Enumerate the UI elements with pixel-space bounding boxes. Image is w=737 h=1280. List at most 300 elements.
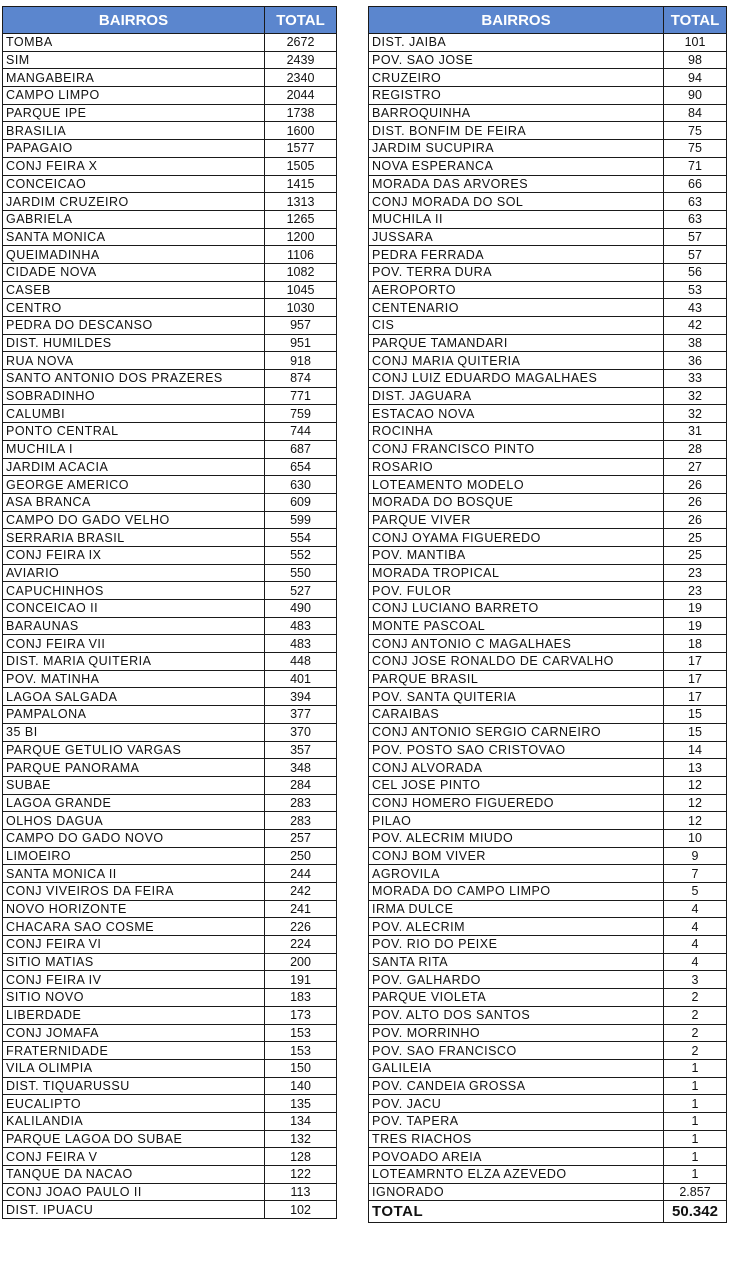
bairro-name: PARQUE VIOLETA — [369, 989, 664, 1007]
bairro-name: POV. TAPERA — [369, 1112, 664, 1130]
table-row — [3, 529, 337, 547]
bairro-name: CONJ LUCIANO BARRETO — [369, 600, 664, 618]
bairro-name: CONJ FEIRA IX — [3, 546, 265, 564]
bairro-name: PARQUE IPE — [3, 104, 265, 122]
table-row — [369, 1024, 727, 1042]
bairro-total: 27 — [664, 458, 727, 476]
total-header: TOTAL — [664, 7, 727, 34]
bairro-total: 687 — [265, 440, 337, 458]
bairro-total: 42 — [664, 317, 727, 335]
table-row — [369, 688, 727, 706]
bairro-name: LIBERDADE — [3, 1006, 265, 1024]
bairro-name: CAMPO DO GADO NOVO — [3, 829, 265, 847]
bairro-total: 370 — [265, 723, 337, 741]
table-row — [369, 617, 727, 635]
bairro-total: 4 — [664, 936, 727, 954]
bairro-name: CAMPO LIMPO — [3, 87, 265, 105]
bairro-total: 394 — [265, 688, 337, 706]
table-row — [369, 122, 727, 140]
bairro-name: KALILANDIA — [3, 1112, 265, 1130]
bairro-name: PARQUE GETULIO VARGAS — [3, 741, 265, 759]
bairro-total: 1577 — [265, 140, 337, 158]
bairro-name: POV. JACU — [369, 1095, 664, 1113]
bairro-name: POV. CANDEIA GROSSA — [369, 1077, 664, 1095]
table-row — [3, 440, 337, 458]
table-row — [369, 1006, 727, 1024]
bairro-total: 609 — [265, 493, 337, 511]
table-row — [369, 582, 727, 600]
bairro-name: CONJ ANTONIO C MAGALHAES — [369, 635, 664, 653]
bairro-total: 12 — [664, 776, 727, 794]
bairro-total: 101 — [664, 34, 727, 52]
bairro-name: CONJ ALVORADA — [369, 759, 664, 777]
bairro-name: PARQUE TAMANDARI — [369, 334, 664, 352]
table-row — [369, 317, 727, 335]
bairro-total: 25 — [664, 546, 727, 564]
bairro-total: 257 — [265, 829, 337, 847]
table-row — [369, 883, 727, 901]
bairro-total: 38 — [664, 334, 727, 352]
bairro-name: TRES RIACHOS — [369, 1130, 664, 1148]
bairro-name: CARAIBAS — [369, 706, 664, 724]
table-row — [3, 1059, 337, 1077]
table-row — [369, 69, 727, 87]
bairro-name: MUCHILA II — [369, 210, 664, 228]
bairro-total: 241 — [265, 900, 337, 918]
table-row — [369, 210, 727, 228]
bairro-name: IGNORADO — [369, 1183, 664, 1201]
table-row — [3, 157, 337, 175]
table-row — [3, 493, 337, 511]
bairro-name: POV. MATINHA — [3, 670, 265, 688]
table-row — [3, 900, 337, 918]
bairro-name: MORADA DO CAMPO LIMPO — [369, 883, 664, 901]
bairro-name: JARDIM CRUZEIRO — [3, 193, 265, 211]
header-row — [3, 7, 337, 34]
bairro-name: POV. MORRINHO — [369, 1024, 664, 1042]
table-row — [369, 936, 727, 954]
bairro-name: PARQUE LAGOA DO SUBAE — [3, 1130, 265, 1148]
bairro-total: 15 — [664, 706, 727, 724]
table-row — [3, 246, 337, 264]
bairro-total: 4 — [664, 918, 727, 936]
bairro-name: CONJ BOM VIVER — [369, 847, 664, 865]
table-row — [369, 140, 727, 158]
table-row — [3, 1201, 337, 1219]
bairro-name: JARDIM ACACIA — [3, 458, 265, 476]
bairro-total: 527 — [265, 582, 337, 600]
table-row — [369, 971, 727, 989]
header-row — [369, 7, 727, 34]
table-row — [3, 228, 337, 246]
bairro-name: POV. GALHARDO — [369, 971, 664, 989]
table-row — [369, 405, 727, 423]
bairro-name: CIDADE NOVA — [3, 263, 265, 281]
table-row — [369, 794, 727, 812]
table-row — [3, 34, 337, 52]
bairro-total: 552 — [265, 546, 337, 564]
bairro-name: POV. TERRA DURA — [369, 263, 664, 281]
table-row — [369, 281, 727, 299]
bairro-total: 448 — [265, 653, 337, 671]
bairro-total: 630 — [265, 476, 337, 494]
bairro-name: RUA NOVA — [3, 352, 265, 370]
bairro-name: ESTACAO NOVA — [369, 405, 664, 423]
bairro-name: DIST. TIQUARUSSU — [3, 1077, 265, 1095]
table-row — [369, 900, 727, 918]
table-row — [3, 653, 337, 671]
bairro-total: 490 — [265, 600, 337, 618]
bairro-name: CASEB — [3, 281, 265, 299]
table-row — [3, 175, 337, 193]
table-row — [3, 670, 337, 688]
bairro-name: NOVO HORIZONTE — [3, 900, 265, 918]
bairro-total: 242 — [265, 883, 337, 901]
table-row — [3, 1148, 337, 1166]
bairro-total: 1505 — [265, 157, 337, 175]
bairro-total: 550 — [265, 564, 337, 582]
table-row — [369, 529, 727, 547]
table-row — [3, 387, 337, 405]
table-row — [3, 1006, 337, 1024]
table-row — [3, 865, 337, 883]
bairro-name: CONJ MORADA DO SOL — [369, 193, 664, 211]
bairro-total: 17 — [664, 688, 727, 706]
bairro-name: CENTRO — [3, 299, 265, 317]
bairro-name: NOVA ESPERANCA — [369, 157, 664, 175]
bairro-name: AGROVILA — [369, 865, 664, 883]
table-row — [369, 1077, 727, 1095]
bairro-name: CONJ HOMERO FIGUEREDO — [369, 794, 664, 812]
table-row — [3, 1024, 337, 1042]
bairro-total: 1738 — [265, 104, 337, 122]
bairro-total: 483 — [265, 635, 337, 653]
bairro-name: BARAUNAS — [3, 617, 265, 635]
table-row — [369, 440, 727, 458]
bairro-name: CONJ OYAMA FIGUEREDO — [369, 529, 664, 547]
bairro-total: 2 — [664, 1042, 727, 1060]
bairro-total: 36 — [664, 352, 727, 370]
bairro-name: CHACARA SAO COSME — [3, 918, 265, 936]
table-row — [3, 1077, 337, 1095]
bairro-total: 17 — [664, 653, 727, 671]
bairro-total: 226 — [265, 918, 337, 936]
bairro-total: 1045 — [265, 281, 337, 299]
bairro-name: CONJ FEIRA VI — [3, 936, 265, 954]
bairro-name: MANGABEIRA — [3, 69, 265, 87]
bairro-total: 599 — [265, 511, 337, 529]
bairro-name: MONTE PASCOAL — [369, 617, 664, 635]
bairro-name: LOTEAMENTO MODELO — [369, 476, 664, 494]
bairro-name: REGISTRO — [369, 87, 664, 105]
bairro-total: 554 — [265, 529, 337, 547]
bairro-name: CONJ VIVEIROS DA FEIRA — [3, 883, 265, 901]
bairro-total: 183 — [265, 989, 337, 1007]
bairro-total: 33 — [664, 370, 727, 388]
bairro-total: 75 — [664, 122, 727, 140]
bairro-total: 28 — [664, 440, 727, 458]
bairro-total: 13 — [664, 759, 727, 777]
bairro-total: 957 — [265, 317, 337, 335]
table-row — [3, 688, 337, 706]
bairro-total: 53 — [664, 281, 727, 299]
bairro-name: CAMPO DO GADO VELHO — [3, 511, 265, 529]
table-row — [3, 829, 337, 847]
table-row — [369, 1183, 727, 1201]
table-row — [3, 847, 337, 865]
bairro-total: 250 — [265, 847, 337, 865]
table-row — [3, 741, 337, 759]
bairro-name: CENTENARIO — [369, 299, 664, 317]
bairro-total: 874 — [265, 370, 337, 388]
bairro-name: TOMBA — [3, 34, 265, 52]
bairro-total: 1030 — [265, 299, 337, 317]
table-row — [3, 1130, 337, 1148]
table-row — [369, 299, 727, 317]
bairro-name: SITIO NOVO — [3, 989, 265, 1007]
table-row — [3, 794, 337, 812]
bairro-name: LOTEAMRNTO ELZA AZEVEDO — [369, 1166, 664, 1184]
right-table — [368, 6, 727, 1223]
table-row — [369, 370, 727, 388]
table-row — [369, 847, 727, 865]
bairro-name: CONJ FEIRA IV — [3, 971, 265, 989]
table-row — [369, 263, 727, 281]
bairro-name: SITIO MATIAS — [3, 953, 265, 971]
table-row — [369, 759, 727, 777]
bairro-name: DIST. JAIBA — [369, 34, 664, 52]
grand-total-label: TOTAL — [369, 1201, 664, 1223]
table-row — [369, 228, 727, 246]
bairro-name: ASA BRANCA — [3, 493, 265, 511]
table-row — [3, 971, 337, 989]
bairro-name: PAPAGAIO — [3, 140, 265, 158]
bairro-name: CONCEICAO II — [3, 600, 265, 618]
bairro-total: 348 — [265, 759, 337, 777]
bairro-total: 654 — [265, 458, 337, 476]
table-row — [3, 582, 337, 600]
table-row — [369, 564, 727, 582]
table-row — [3, 299, 337, 317]
table-row — [3, 883, 337, 901]
bairro-total: 283 — [265, 812, 337, 830]
bairro-total: 26 — [664, 511, 727, 529]
bairro-name: PAMPALONA — [3, 706, 265, 724]
bairro-total: 1 — [664, 1112, 727, 1130]
bairro-total: 3 — [664, 971, 727, 989]
table-row — [369, 635, 727, 653]
bairro-name: FRATERNIDADE — [3, 1042, 265, 1060]
bairro-total: 1200 — [265, 228, 337, 246]
table-row — [369, 34, 727, 52]
bairro-total: 63 — [664, 210, 727, 228]
bairro-name: PARQUE BRASIL — [369, 670, 664, 688]
table-row — [3, 989, 337, 1007]
bairro-name: MORADA TROPICAL — [369, 564, 664, 582]
bairro-total: 19 — [664, 617, 727, 635]
table-row — [3, 69, 337, 87]
bairro-name: POV. SAO FRANCISCO — [369, 1042, 664, 1060]
bairro-name: POVOADO AREIA — [369, 1148, 664, 1166]
table-row — [369, 51, 727, 69]
bairro-name: DIST. IPUACU — [3, 1201, 265, 1219]
bairro-total: 102 — [265, 1201, 337, 1219]
table-row — [369, 352, 727, 370]
table-row — [369, 670, 727, 688]
bairro-total: 191 — [265, 971, 337, 989]
bairro-name: PEDRA FERRADA — [369, 246, 664, 264]
bairro-total: 56 — [664, 263, 727, 281]
bairro-name: BRASILIA — [3, 122, 265, 140]
bairro-name: CONJ FEIRA VII — [3, 635, 265, 653]
table-row — [369, 387, 727, 405]
table-row — [369, 600, 727, 618]
bairro-name: POV. SANTA QUITERIA — [369, 688, 664, 706]
bairro-total: 10 — [664, 829, 727, 847]
bairro-total: 43 — [664, 299, 727, 317]
bairro-total: 7 — [664, 865, 727, 883]
bairro-name: BARROQUINHA — [369, 104, 664, 122]
bairro-name: SANTA MONICA II — [3, 865, 265, 883]
bairro-name: CALUMBI — [3, 405, 265, 423]
bairro-name: QUEIMADINHA — [3, 246, 265, 264]
table-row — [3, 1166, 337, 1184]
bairro-total: 63 — [664, 193, 727, 211]
bairro-total: 153 — [265, 1042, 337, 1060]
bairro-total: 2044 — [265, 87, 337, 105]
bairro-total: 26 — [664, 476, 727, 494]
table-row — [3, 723, 337, 741]
bairro-name: VILA OLIMPIA — [3, 1059, 265, 1077]
bairro-name: PONTO CENTRAL — [3, 423, 265, 441]
table-row — [369, 1059, 727, 1077]
bairro-total: 122 — [265, 1166, 337, 1184]
bairro-total: 4 — [664, 953, 727, 971]
table-row — [369, 829, 727, 847]
table-row — [3, 511, 337, 529]
bairro-total: 113 — [265, 1183, 337, 1201]
table-row — [369, 458, 727, 476]
table-row — [369, 706, 727, 724]
table-row — [369, 1166, 727, 1184]
bairro-total: 771 — [265, 387, 337, 405]
bairro-name: PILAO — [369, 812, 664, 830]
bairro-name: IRMA DULCE — [369, 900, 664, 918]
bairro-total: 483 — [265, 617, 337, 635]
bairro-name: PEDRA DO DESCANSO — [3, 317, 265, 335]
table-row — [3, 458, 337, 476]
bairro-total: 4 — [664, 900, 727, 918]
table-row — [3, 263, 337, 281]
bairros-header: BAIRROS — [369, 7, 664, 34]
table-row — [3, 210, 337, 228]
bairro-total: 71 — [664, 157, 727, 175]
bairro-total: 1 — [664, 1059, 727, 1077]
table-row — [369, 87, 727, 105]
table-row — [3, 51, 337, 69]
bairro-total: 128 — [265, 1148, 337, 1166]
bairro-name: MORADA DO BOSQUE — [369, 493, 664, 511]
bairro-total: 94 — [664, 69, 727, 87]
bairro-total: 23 — [664, 582, 727, 600]
bairro-name: CIS — [369, 317, 664, 335]
bairro-total: 1 — [664, 1077, 727, 1095]
bairro-total: 31 — [664, 423, 727, 441]
bairro-total: 918 — [265, 352, 337, 370]
bairro-total: 135 — [265, 1095, 337, 1113]
table-row — [369, 334, 727, 352]
bairro-name: CONJ ANTONIO SERGIO CARNEIRO — [369, 723, 664, 741]
bairro-total: 98 — [664, 51, 727, 69]
table-row — [369, 741, 727, 759]
table-row — [369, 546, 727, 564]
table-row — [369, 812, 727, 830]
table-row — [3, 936, 337, 954]
table-row — [369, 1130, 727, 1148]
bairro-total: 1415 — [265, 175, 337, 193]
left-table — [2, 6, 337, 1219]
bairro-name: POV. SAO JOSE — [369, 51, 664, 69]
bairro-name: SUBAE — [3, 776, 265, 794]
bairro-name: GEORGE AMERICO — [3, 476, 265, 494]
table-row — [3, 600, 337, 618]
table-row — [3, 812, 337, 830]
bairro-total: 12 — [664, 812, 727, 830]
table-row — [369, 1042, 727, 1060]
bairro-name: PARQUE VIVER — [369, 511, 664, 529]
bairro-name: POV. POSTO SAO CRISTOVAO — [369, 741, 664, 759]
bairro-total: 244 — [265, 865, 337, 883]
bairro-total: 25 — [664, 529, 727, 547]
table-row — [369, 423, 727, 441]
bairro-name: ROCINHA — [369, 423, 664, 441]
bairro-total: 1313 — [265, 193, 337, 211]
bairro-name: CONJ MARIA QUITERIA — [369, 352, 664, 370]
bairro-total: 744 — [265, 423, 337, 441]
total-header: TOTAL — [265, 7, 337, 34]
table-row — [3, 423, 337, 441]
table-row — [369, 193, 727, 211]
table-row — [369, 953, 727, 971]
bairro-name: CONJ FEIRA X — [3, 157, 265, 175]
table-row — [369, 1148, 727, 1166]
bairro-total: 2 — [664, 989, 727, 1007]
bairro-total: 9 — [664, 847, 727, 865]
bairro-total: 2 — [664, 1006, 727, 1024]
bairro-total: 90 — [664, 87, 727, 105]
bairro-name: MUCHILA I — [3, 440, 265, 458]
bairro-name: LAGOA GRANDE — [3, 794, 265, 812]
grand-total-value: 50.342 — [664, 1201, 727, 1223]
bairro-name: SOBRADINHO — [3, 387, 265, 405]
table-row — [3, 1112, 337, 1130]
bairro-total: 150 — [265, 1059, 337, 1077]
bairro-total: 283 — [265, 794, 337, 812]
table-row — [3, 281, 337, 299]
bairro-name: ROSARIO — [369, 458, 664, 476]
bairro-total: 14 — [664, 741, 727, 759]
bairros-header: BAIRROS — [3, 7, 265, 34]
bairro-name: SANTA MONICA — [3, 228, 265, 246]
bairro-total: 1 — [664, 1166, 727, 1184]
bairro-name: AEROPORTO — [369, 281, 664, 299]
bairro-total: 23 — [664, 564, 727, 582]
table-row — [369, 989, 727, 1007]
table-row — [369, 776, 727, 794]
bairro-total: 951 — [265, 334, 337, 352]
bairro-total: 2.857 — [664, 1183, 727, 1201]
bairro-total: 2340 — [265, 69, 337, 87]
